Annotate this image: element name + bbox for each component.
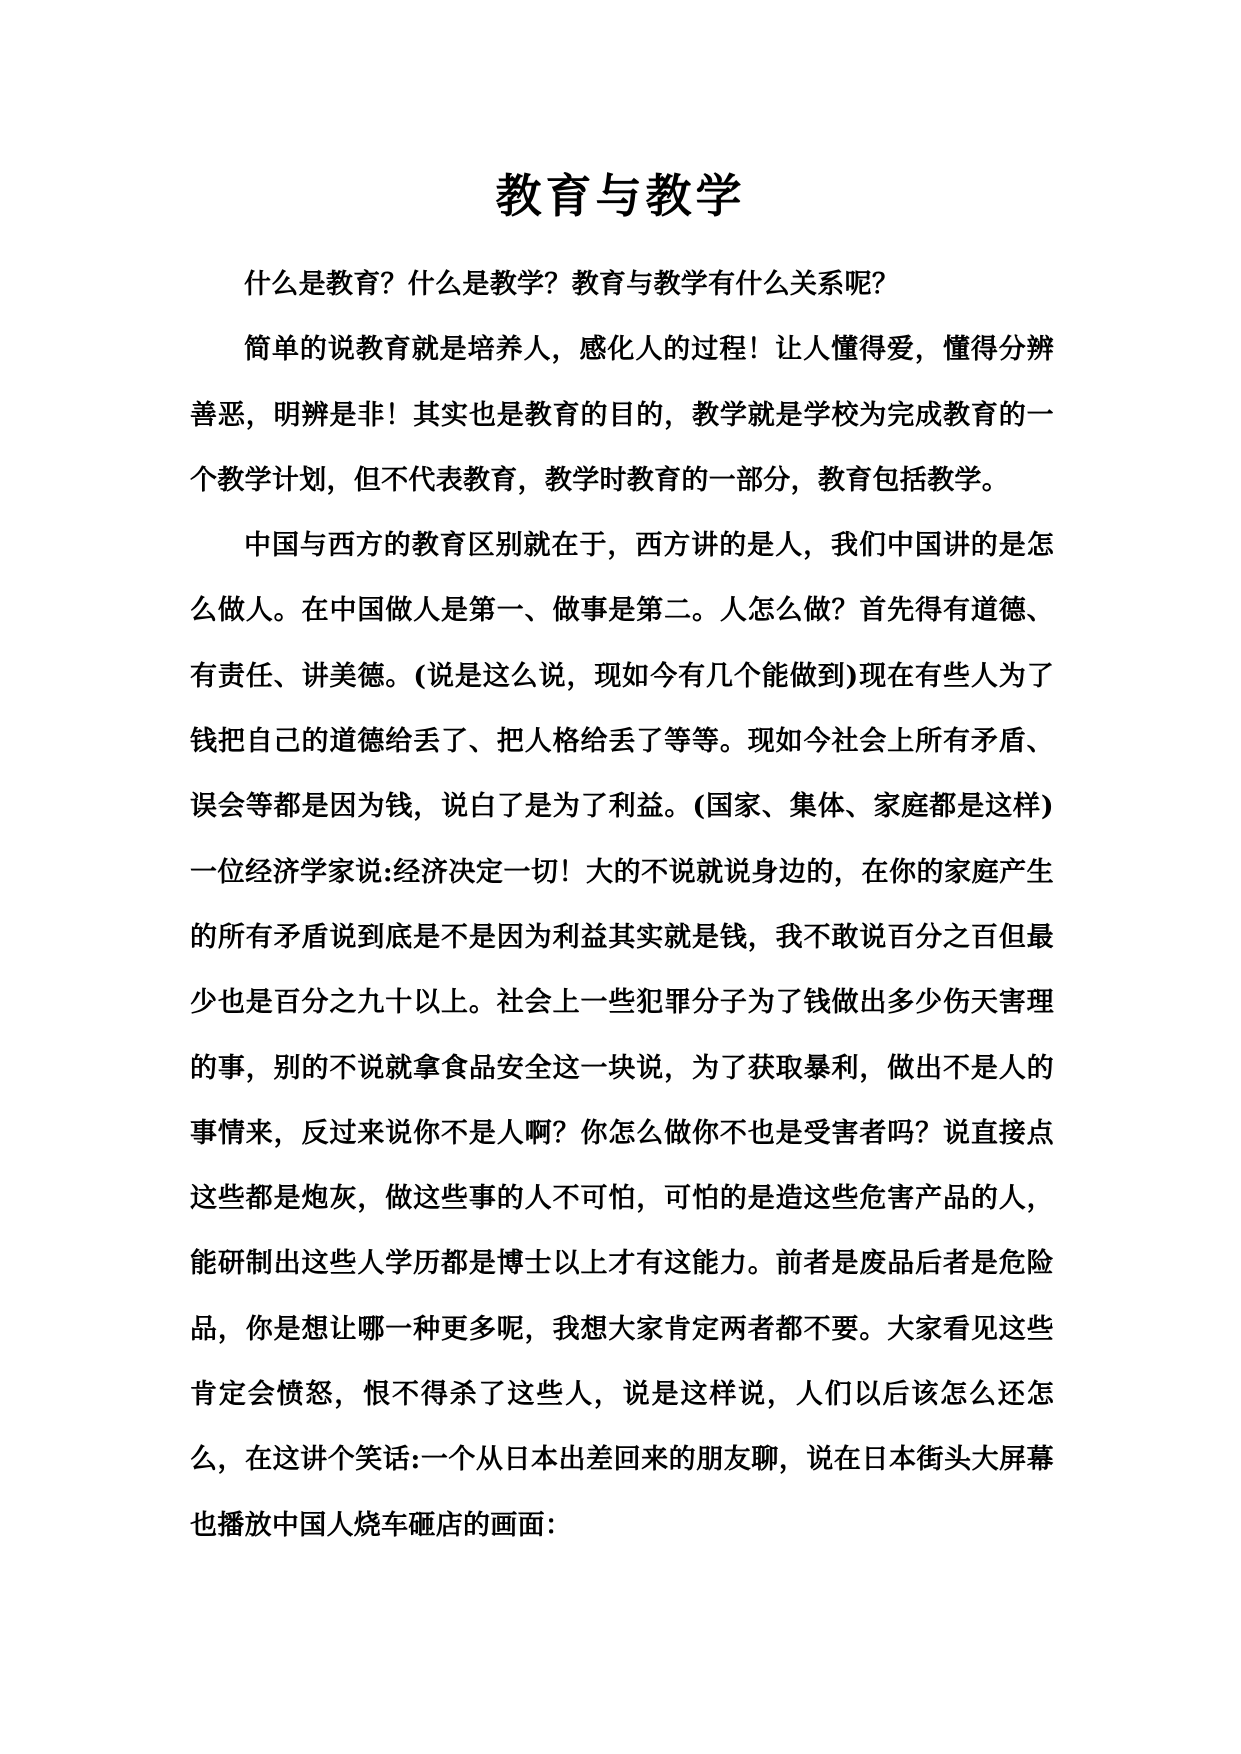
paragraph-questions: 什么是教育？什么是教学？教育与教学有什么关系呢？: [244, 269, 900, 300]
paragraph-definition: 简单的说教育就是培养人，感化人的过程！让人懂得爱，懂得分辨善恶，明辨是非！其实也是教育的目的，教学就是学校为完成教育的一个教学计划，但不代表教育，教学时教育的一部分，教育包括教学。: [190, 334, 1054, 496]
paragraph-china-west: 中国与西方的教育区别就在于，西方讲的是人，我们中国讲的是怎么做人。在中国做人是第一、做事是第二。人怎么做？首先得有道德、有责任、讲美德。(说是这么说，现如今有几个能做到)现在有些人为了钱把自己的道德给丢了、把人格给丢了等等。现如今社会上所有矛盾、误会等都是因为钱，说白了是为了利益。(国家、集体、家庭都是这样)一位经济学家说:经济决定一切！大的不说就说身边的，在你的家庭产生的所有矛盾说到底是不是因为利益其实就是钱，我不敢说百分之百但最少也是百分之九十以上。社会上一些犯罪分子为了钱做出多少伤天害理的事，别的不说就拿食品安全这一块说，为了获取暴利，做出不是人的事情来，反过来说你不是人啊？你怎么做你不也是受害者吗？说直接点这些都是炮灰，做这些事的人不可怕，可怕的是造这些危害产品的人，能研制出这些人学历都是博士以上才有这能力。前者是废品后者是危险品，你是想让哪一种更多呢，我想大家肯定两者都不要。大家看见这些肯定会愤怒，恨不得杀了这些人，说是这样说，人们以后该怎么还怎么，在这讲个笑话:一个从日本出差回来的朋友聊，说在日本街头大屏幕也播放中国人烧车砸店的画面：: [190, 530, 1054, 1541]
document-body: [190, 252, 1054, 1558]
document-title: 教育与教学: [495, 169, 746, 223]
